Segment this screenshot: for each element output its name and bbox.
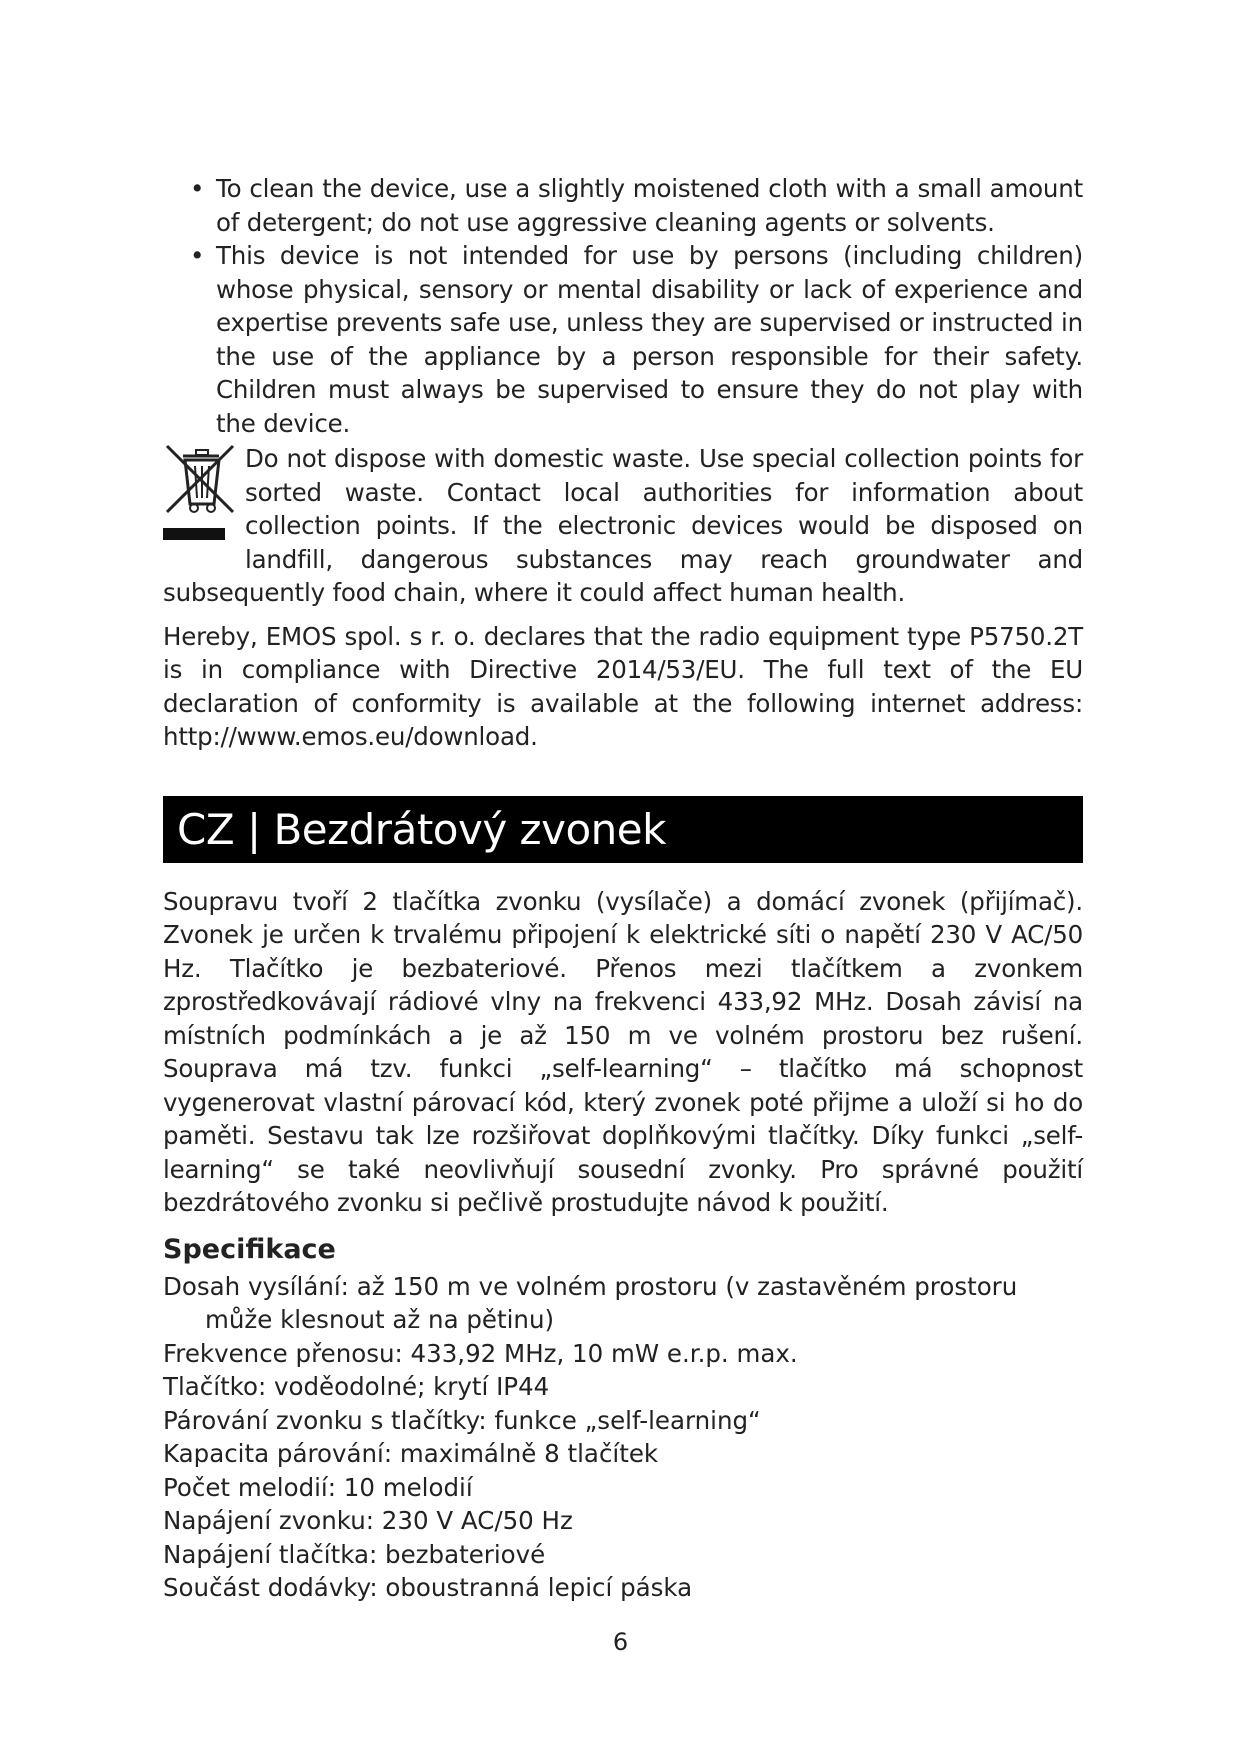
spec-item-chime-power: Napájení zvonku: 230 V AC/50 Hz: [163, 1506, 573, 1535]
spec-heading: Specifikace: [163, 1233, 336, 1265]
page-number: 6: [612, 1628, 629, 1656]
bullet-dot: •: [190, 241, 205, 270]
manual-page: [163, 172, 1083, 1605]
bullet-item-supervision: [163, 239, 1083, 440]
bullet-text: To clean the device, use a slightly moistened cloth with a small amount of detergent; do not use aggressive cleaning agents or solvents.: [216, 174, 1083, 237]
spec-item-button-protection: Tlačítko: voděodolné; krytí IP44: [163, 1372, 550, 1401]
product-intro: Soupravu tvoří 2 tlačítka zvonku (vysílače) a domácí zvonek (přijímač). Zvonek je určen k trvalému připojení k elektrické síti o napětí 230 V AC/50 Hz. Tlačítko je bezbateriové. Přenos mezi tlačítkem a zvonkem zprostředkovávají rádiové vlny na frekvenci 433,92 MHz. Dosah závisí na místních podmínkách a je až 150 m ve volném prostoru bez rušení. Souprava má tzv. funkci „self-learning“ – tlačítko má schopnost vygenerovat vlastní párovací kód, který zvonek poté přijme a uloží si ho do paměti. Sestavu tak lze rozšiřovat doplňkovými tlačítky. Díky funkci „self-learning“ se také neovlivňují sousední zvonky. Pro správné použití bezdrátového zvonku si pečlivě prostudujte návod k použití.: [163, 886, 1083, 1217]
safety-bullet-list: [163, 172, 1083, 440]
spec-item-package: Součást dodávky: oboustranná lepicí páska: [163, 1573, 693, 1602]
bullet-text: This device is not intended for use by persons (including children) whose physical, sensory or mental disability or lack of experience and expertise prevents safe use, unless they are supervised or instructed in the use of the appliance by a person responsible for their safety. Children must always be supervised to ensure they do not play with the device.: [216, 241, 1083, 438]
section-title-cz: CZ | Bezdrátový zvonek: [163, 796, 1083, 863]
weee-disposal-notice: [163, 442, 1083, 610]
spec-item-pairing: Párování zvonku s tlačítky: funkce „self-learning“: [163, 1405, 761, 1435]
bullet-item-cleaning: [163, 172, 1083, 239]
spec-item-button-power: Napájení tlačítka: bezbateriové: [163, 1539, 546, 1569]
conformity-declaration: Hereby, EMOS spol. s r. o. declares that the radio equipment type P5750.2T is in compliance with Directive 2014/53/EU. The full text of the EU declaration of conformity is available at the following internet address: http://www.emos.eu/download.: [163, 621, 1083, 751]
weee-text: Do not dispose with domestic waste. Use special collection points for sorted waste. Contact local authorities for information about collection points. If the electronic devices would be disposed on landfill, dangerous substances may reach groundwater and subsequently food chain, where it could affect human health.: [163, 444, 1083, 607]
bullet-dot: •: [190, 174, 205, 203]
spec-item-melodies: Počet melodií: 10 melodií: [163, 1472, 473, 1502]
spec-item-range: Dosah vysílání: až 150 m ve volném prostoru (v zastavěném prostoru může klesnout až na pětinu): [163, 1271, 1018, 1334]
spec-list: [163, 1270, 1083, 1605]
spec-item-frequency: Frekvence přenosu: 433,92 MHz, 10 mW e.r.p. max.: [163, 1338, 798, 1368]
spec-item-pairing-capacity: Kapacita párování: maximálně 8 tlačítek: [163, 1439, 659, 1468]
crossed-out-wheelie-bin-icon: [163, 442, 243, 552]
